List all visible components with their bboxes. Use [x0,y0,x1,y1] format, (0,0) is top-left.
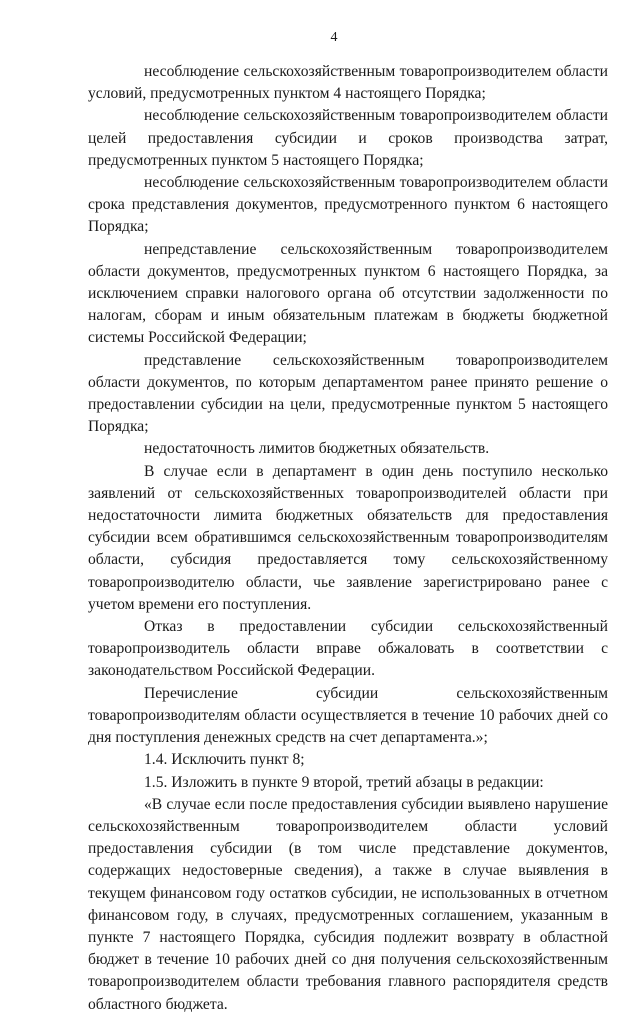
page-number: 4 [330,30,338,45]
document-body [88,61,608,1016]
paragraph-violation-goals: несоблюдение сельскохозяйственным товаропроизводителем области целей предоставления субсидии и сроков производства затрат, предусмотренных пунктом 5 настоящего Порядка; [88,107,608,169]
paragraph-violation-conditions: несоблюдение сельскохозяйственным товаропроизводителем области условий, предусмотренных пунктом 4 настоящего Порядка; [88,63,608,103]
paragraph-appeal: Отказ в предоставлении субсидии сельскохозяйственный товаропроизводитель области вправе обжаловать в соответствии с законодательством Российской Федерации. [88,618,608,680]
paragraph-duplicate-documents: представление сельскохозяйственным товаропроизводителем области документов, по которым департаментом ранее принято решение о предоставлении субсидии на цели, предусмотренные пунктом 5 настоящего Порядка; [88,351,608,436]
paragraph-transfer: Перечисление субсидии сельскохозяйственным товаропроизводителям области осуществляется в течение 10 рабочих дней со дня поступления денежных средств на счет департамента.»; [88,684,608,747]
paragraph-same-day-applications: В случае если в департамент в один день поступило несколько заявлений от сельскохозяйственных товаропроизводителей области при недостаточности лимита бюджетных обязательств для предоставления субсидии всем обратившимся сельскохозяйственным товаропроизводителям области, субсидия предоставляется тому сельскохозяйственному товаропроизводителю области, чье заявление зарегистрировано ранее с учетом времени его поступления. [88,462,608,613]
paragraph-violation-deadline: несоблюдение сельскохозяйственным товаропроизводителем области срока представления документов, предусмотренного пунктом 6 настоящего Порядка; [88,174,608,236]
paragraph-insufficient-limits: недостаточность лимитов бюджетных обязательств. [144,440,490,458]
paragraph-refund: «В случае если после предоставления субсидии выявлено нарушение сельскохозяйственным товаропроизводителем области условий предоставления субсидии (в том числе представление документов, содержащих недостоверные сведения), а также в случае выявления в текущем финансовом году остатков субсидии, не использованных в отчетном финансовом году, в случаях, предусмотренных соглашением, указанным в пункте 7 настоящего Порядка, субсидия подлежит возврату в областной бюджет в течение 10 рабочих дней со дня получения сельскохозяйственным товаропроизводителем области требования главного распорядителя средств областного бюджета. [88,795,608,1013]
paragraph-item-1-5: 1.5. Изложить в пункте 9 второй, третий абзацы в редакции: [144,773,544,791]
paragraph-missing-documents: непредставление сельскохозяйственным товаропроизводителем области документов, предусмотренных пунктом 6 настоящего Порядка, за исключением справки налогового органа об отсутствии задолженности по налогам, сборам и иным обязательным платежам в бюджеты бюджетной системы Российской Федерации; [88,240,608,347]
paragraph-item-1-4: 1.4. Исключить пункт 8; [144,751,305,769]
